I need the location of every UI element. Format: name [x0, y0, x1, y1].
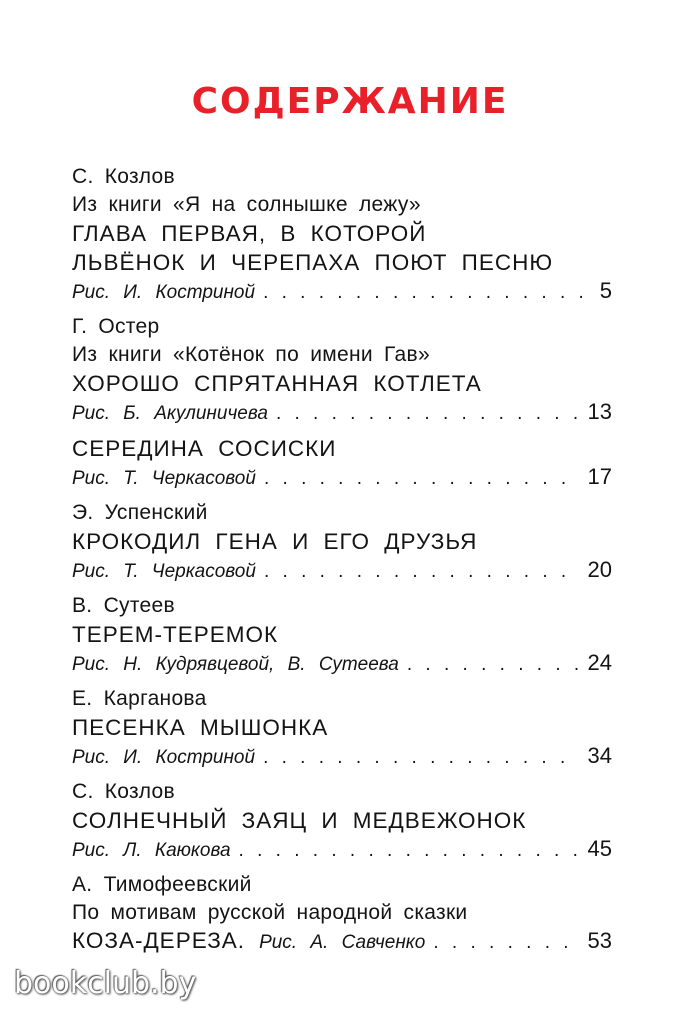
illustrator: Рис. Т. Черкасовой	[72, 468, 256, 489]
toc-entry	[72, 163, 612, 307]
dot-leader	[407, 651, 580, 679]
dot-leader	[264, 558, 580, 586]
dot-leader	[264, 465, 580, 493]
illustrator-line	[72, 649, 612, 679]
entry-author: Е. Карганова	[72, 687, 207, 710]
illustrator: Рис. И. Костриной	[72, 282, 256, 303]
entry-author: Г. Остер	[72, 315, 160, 338]
entry-source: По мотивам русской народной сказки	[72, 901, 468, 924]
illustrator-line	[72, 463, 612, 493]
dot-leader	[263, 279, 592, 307]
illustrator-line	[72, 835, 612, 865]
story-title: СЕРЕДИНА СОСИСКИ	[72, 436, 337, 461]
illustrator: Рис. Б. Акулиничева	[72, 403, 268, 424]
story-title: ТЕРЕМ-ТЕРЕМОК	[72, 622, 279, 647]
entry-author: В. Сутеев	[72, 594, 175, 617]
story-title: ПЕСЕНКА МЫШОНКА	[72, 715, 329, 740]
page-number: 20	[587, 557, 612, 582]
page-number: 24	[587, 650, 612, 675]
illustrator-line	[72, 277, 612, 307]
illustrator-line	[72, 927, 612, 957]
entry-author: А. Тимофеевский	[72, 873, 252, 896]
entry-source: Из книги «Я на солнышке лежу»	[72, 193, 421, 216]
story-title: СОЛНЕЧНЫЙ ЗАЯЦ И МЕДВЕЖОНОК	[72, 808, 527, 833]
toc-entry	[72, 592, 612, 679]
illustrator: Рис. Л. Каюкова	[72, 840, 231, 861]
watermark-logo: bookclub.by	[14, 966, 197, 1001]
page-number: 34	[587, 743, 612, 768]
toc-entry	[72, 434, 612, 493]
dot-leader	[276, 400, 580, 428]
entry-author: С. Козлов	[72, 780, 175, 803]
page-number: 13	[587, 399, 612, 424]
story-title: КРОКОДИЛ ГЕНА И ЕГО ДРУЗЬЯ	[72, 529, 478, 554]
dot-leader	[433, 929, 579, 957]
toc-entry	[72, 871, 612, 957]
toc-entry	[72, 778, 612, 865]
dot-leader	[263, 744, 579, 772]
table-of-contents	[72, 163, 612, 963]
entry-source: Из книги «Котёнок по имени Гав»	[72, 343, 430, 366]
page-number: 45	[587, 836, 612, 861]
illustrator-line	[72, 742, 612, 772]
dot-leader	[239, 837, 580, 865]
story-title: КОЗА-ДЕРЕЗА.	[72, 928, 246, 953]
page-title: СОДЕРЖАНИЕ	[191, 81, 509, 122]
toc-entry	[72, 313, 612, 428]
illustrator-line	[72, 398, 612, 428]
entry-author: С. Козлов	[72, 165, 175, 188]
page-number: 17	[587, 464, 612, 489]
story-title: ГЛАВА ПЕРВАЯ, В КОТОРОЙ	[72, 221, 427, 246]
page-number: 5	[599, 278, 612, 303]
illustrator: Рис. Н. Кудрявцевой, В. Сутеева	[72, 654, 399, 675]
entry-author: Э. Успенский	[72, 501, 208, 524]
illustrator: Рис. Т. Черкасовой	[72, 561, 256, 582]
toc-entry	[72, 685, 612, 772]
toc-entry	[72, 499, 612, 586]
story-title: ЛЬВЁНОК И ЧЕРЕПАХА ПОЮТ ПЕСНЮ	[72, 250, 554, 275]
page-number: 53	[587, 928, 612, 953]
illustrator: Рис. А. Савченко	[259, 932, 426, 953]
illustrator: Рис. И. Костриной	[72, 747, 256, 768]
story-title: ХОРОШО СПРЯТАННАЯ КОТЛЕТА	[72, 371, 482, 396]
illustrator-line	[72, 556, 612, 586]
